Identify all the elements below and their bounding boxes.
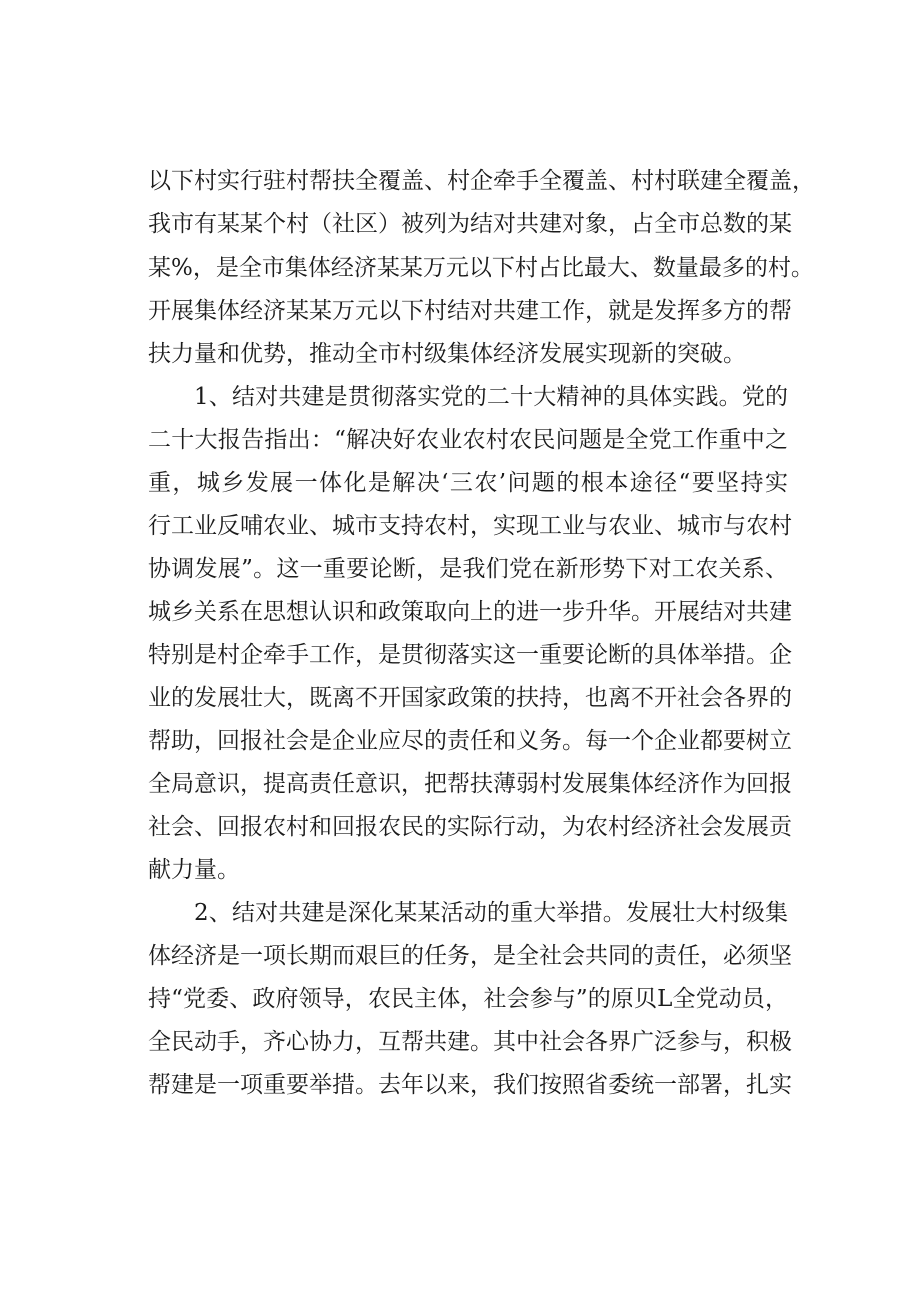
paragraph-heading-1: 1、结对共建是贯彻落实党的二十大精神的具体实践。党的	[194, 384, 788, 410]
text-line: 我市有某某个村（社区）被列为结对共建对象，占全市总数的某	[148, 211, 792, 237]
text-line: 持“党委、政府领导，农民主体，社会参与”的原贝L全党动员，	[148, 986, 788, 1012]
text-line: 二十大报告指出：“解决好农业农村农民问题是全党工作重中之	[148, 427, 788, 453]
text-line: 业的发展壮大，既离不开国家政策的扶持，也离不开社会各界的	[148, 685, 792, 711]
text-line: 扶力量和优势，推动全市村级集体经济发展实现新的突破。	[148, 341, 746, 367]
text-line: 开展集体经济某某万元以下村结对共建工作，就是发挥多方的帮	[148, 298, 792, 324]
text-line: 特别是村企牵手工作，是贯彻落实这一重要论断的具体举措。企	[148, 642, 792, 668]
text-line: 协调发展”。这一重要论断，是我们党在新形势下对工农关系、	[148, 556, 788, 582]
text-line: 重，城乡发展一体化是解决‘三农’问题的根本途径“要坚持实	[148, 470, 788, 496]
text-line: 以下村实行驻村帮扶全覆盖、村企牵手全覆盖、村村联建全覆盖，	[148, 168, 815, 194]
text-line: 社会、回报农村和回报农民的实际行动，为农村经济社会发展贡	[148, 814, 792, 840]
text-line: 全民动手，齐心协力，互帮共建。其中社会各界广泛参与，积极	[148, 1029, 792, 1055]
paragraph-heading-2: 2、结对共建是深化某某活动的重大举措。发展壮大村级集	[194, 900, 788, 926]
text-line: 体经济是一项长期而艰巨的任务，是全社会共同的责任，必须坚	[148, 943, 792, 969]
text-line: 献力量。	[148, 857, 240, 883]
text-line: 全局意识，提高责任意识，把帮扶薄弱村发展集体经济作为回报	[148, 771, 792, 797]
text-line: 某%，是全市集体经济某某万元以下村占比最大、数量最多的村。	[148, 255, 814, 281]
text-line: 帮助，回报社会是企业应尽的责任和义务。每一个企业都要树立	[148, 728, 792, 754]
text-line: 行工业反哺农业、城市支持农村，实现工业与农业、城市与农村	[148, 513, 792, 539]
text-line: 帮建是一项重要举措。去年以来，我们按照省委统一部署，扎实	[148, 1072, 792, 1098]
text-line: 城乡关系在思想认识和政策取向上的进一步升华。开展结对共建	[148, 599, 792, 625]
